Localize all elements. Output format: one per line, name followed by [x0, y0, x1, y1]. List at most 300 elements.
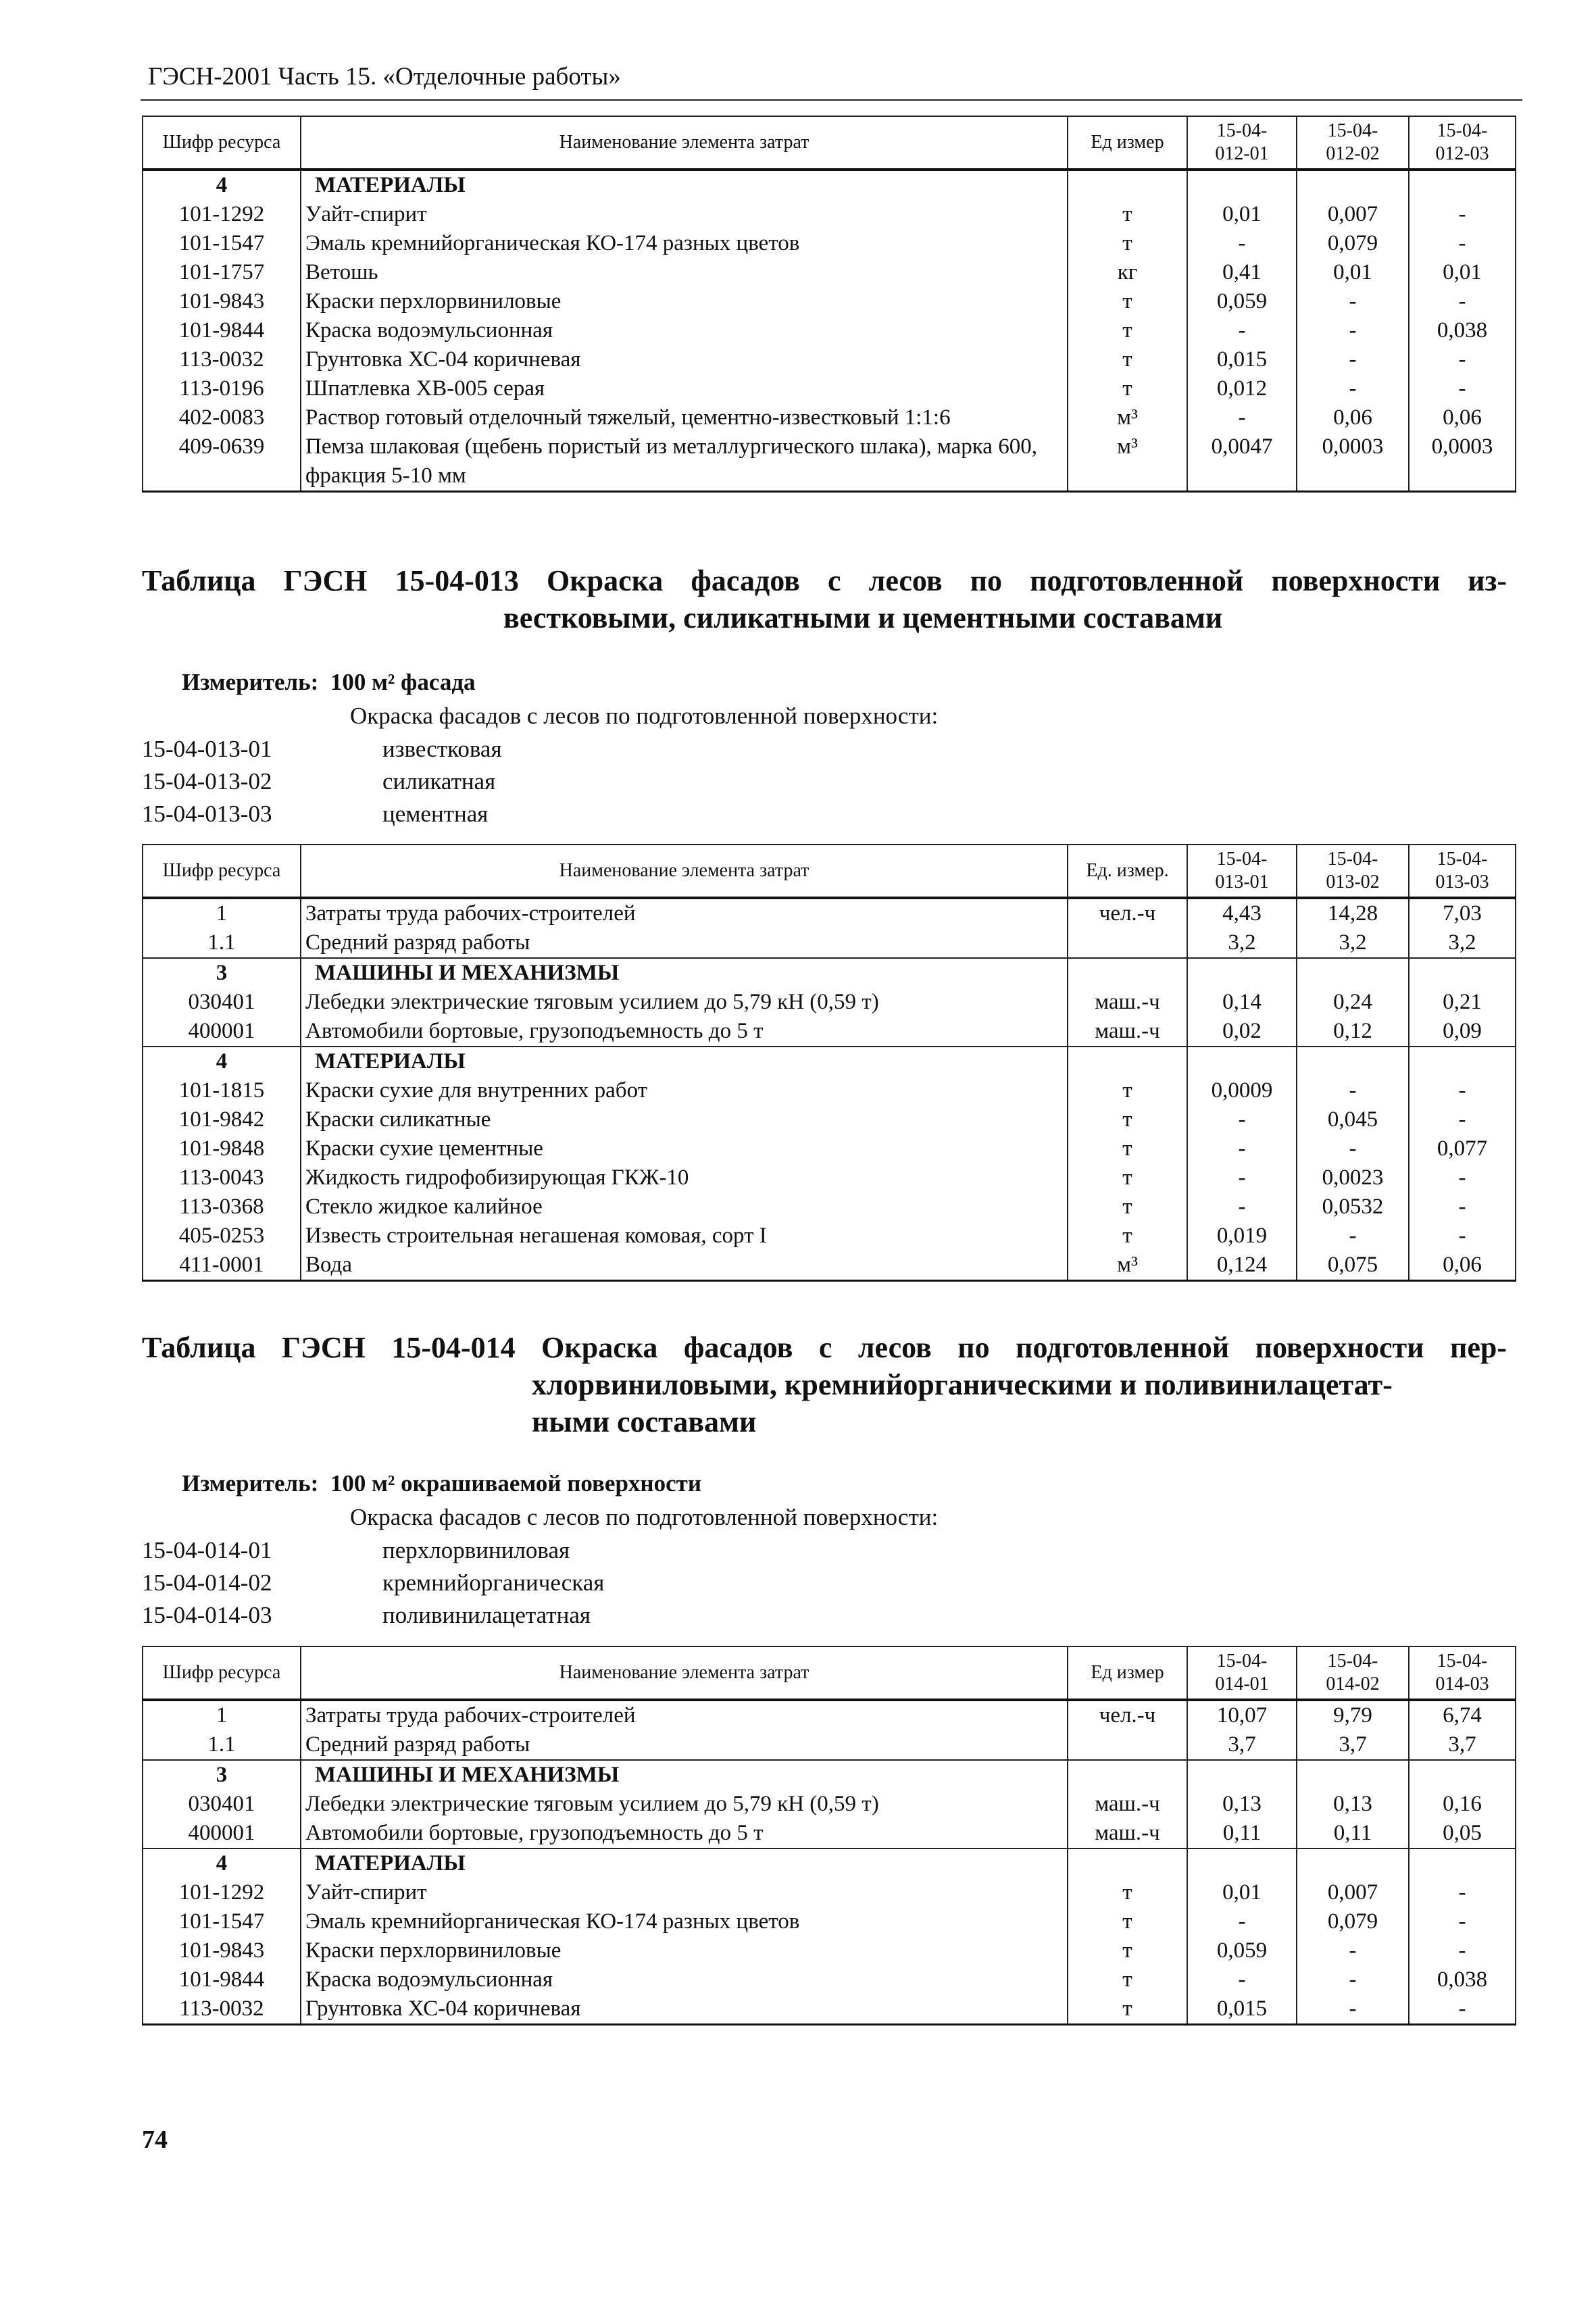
resource-value-2	[1297, 958, 1409, 988]
column-header-variant-3: 15-04- 014-03	[1409, 1646, 1516, 1700]
column-header-variant-1: 15-04- 014-01	[1187, 1646, 1297, 1700]
variant-name: поливинилацетатная	[382, 1602, 591, 1628]
resource-code: 113-0032	[143, 345, 301, 374]
header-divider	[141, 99, 1522, 101]
resource-name: Грунтовка ХС-04 коричневая	[301, 1994, 1068, 2025]
table-row	[143, 1076, 1516, 1105]
resource-value-2: 0,075	[1297, 1251, 1409, 1281]
measure-value: 100 м² окрашиваемой поверхности	[330, 1470, 701, 1496]
column-header-code: Шифр ресурса	[143, 116, 301, 170]
resource-name: Средний разряд работы	[301, 1730, 1068, 1760]
variant-name: перхлорвиниловая	[382, 1537, 570, 1563]
resource-table-15-04-012	[142, 116, 1516, 493]
resource-value-3	[1409, 1760, 1516, 1790]
column-header-variant-1: 15-04- 012-01	[1187, 116, 1297, 170]
table-row	[143, 1251, 1516, 1281]
resource-value-3: -	[1409, 229, 1516, 258]
resource-table-15-04-013	[142, 844, 1516, 1282]
resource-unit: т	[1068, 1192, 1187, 1222]
resource-value-1	[1187, 1047, 1297, 1076]
resource-value-3: 7,03	[1409, 898, 1516, 928]
resource-value-1: -	[1187, 229, 1297, 258]
resource-code: 400001	[143, 1017, 301, 1047]
resource-value-3: 0,06	[1409, 403, 1516, 432]
table-row	[143, 1163, 1516, 1192]
resource-value-1: 0,015	[1187, 345, 1297, 374]
resource-value-2: 0,0003	[1297, 432, 1409, 492]
table-title-15-04-014	[142, 1329, 1507, 1440]
measure-line	[182, 1470, 701, 1497]
resource-group	[143, 1700, 1516, 1760]
column-header-variant-2: 15-04- 013-02	[1297, 845, 1409, 898]
resource-name: Автомобили бортовые, грузоподъемность до 5 т	[301, 1819, 1068, 1848]
table-title-15-04-013	[142, 562, 1507, 636]
table-row	[143, 1994, 1516, 2025]
table-row	[143, 928, 1516, 958]
table-row	[143, 1965, 1516, 1994]
resource-name: Краски перхлорвиниловые	[301, 287, 1068, 316]
variant-row	[142, 1599, 604, 1632]
resource-value-1: -	[1187, 1907, 1297, 1936]
resource-value-3: -	[1409, 1076, 1516, 1105]
resource-value-2: 0,11	[1297, 1819, 1409, 1848]
variant-name: кремнийорганическая	[382, 1569, 605, 1596]
variant-code: 15-04-014-01	[142, 1537, 272, 1563]
resource-name: Стекло жидкое калийное	[301, 1192, 1068, 1222]
resource-name: Краски силикатные	[301, 1105, 1068, 1134]
table-row	[143, 1134, 1516, 1163]
resource-value-3: -	[1409, 374, 1516, 403]
resource-code: 030401	[143, 988, 301, 1017]
resource-name: Затраты труда рабочих-строителей	[301, 1700, 1068, 1730]
resource-code: 113-0043	[143, 1163, 301, 1192]
resource-unit: т	[1068, 1076, 1187, 1105]
resource-code: 101-1547	[143, 229, 301, 258]
resource-code: 402-0083	[143, 403, 301, 432]
resource-code: 1.1	[143, 1730, 301, 1760]
resource-unit: т	[1068, 200, 1187, 229]
resource-code: 113-0032	[143, 1994, 301, 2025]
resource-value-3: 0,0003	[1409, 432, 1516, 492]
resource-value-1: -	[1187, 1965, 1297, 1994]
resource-value-3: 0,06	[1409, 1251, 1516, 1281]
resource-value-3: -	[1409, 200, 1516, 229]
resource-name: Лебедки электрические тяговым усилием до 5,79 кН (0,59 т)	[301, 988, 1068, 1017]
resource-unit: чел.-ч	[1068, 1700, 1187, 1730]
resource-value-3	[1409, 1047, 1516, 1076]
resource-unit: т	[1068, 374, 1187, 403]
variant-code: 15-04-013-01	[142, 736, 272, 762]
resource-value-1: -	[1187, 1163, 1297, 1192]
resource-value-3: -	[1409, 1192, 1516, 1222]
resource-unit: т	[1068, 1222, 1187, 1251]
table-row	[143, 1848, 1516, 1878]
resource-value-3	[1409, 958, 1516, 988]
variants-intro: Окраска фасадов с лесов по подготовленной поверхности:	[350, 703, 939, 729]
resource-group	[143, 1047, 1516, 1281]
resource-value-2	[1297, 1047, 1409, 1076]
column-header-name: Наименование элемента затрат	[301, 116, 1068, 170]
resource-unit: т	[1068, 1134, 1187, 1163]
resource-value-2: 0,12	[1297, 1017, 1409, 1047]
table-row	[143, 1047, 1516, 1076]
resource-value-2: 14,28	[1297, 898, 1409, 928]
resource-code: 411-0001	[143, 1251, 301, 1281]
measure-label: Измеритель:	[182, 1470, 319, 1496]
header-row	[143, 845, 1516, 898]
resource-value-2: 3,7	[1297, 1730, 1409, 1760]
resource-code: 101-9848	[143, 1134, 301, 1163]
resource-name: Ветошь	[301, 258, 1068, 287]
resource-code: 4	[143, 170, 301, 200]
resource-value-3: -	[1409, 1994, 1516, 2025]
variants-list	[142, 733, 502, 830]
resource-value-3: -	[1409, 1222, 1516, 1251]
resource-name: МАШИНЫ И МЕХАНИЗМЫ	[301, 958, 1068, 988]
resource-value-1: 0,01	[1187, 200, 1297, 229]
resource-name: Эмаль кремнийорганическая КО-174 разных цветов	[301, 229, 1068, 258]
resource-group	[143, 1848, 1516, 2025]
variant-code: 15-04-014-03	[142, 1602, 272, 1628]
resource-unit	[1068, 1848, 1187, 1878]
resource-name: Средний разряд работы	[301, 928, 1068, 958]
resource-name: Жидкость гидрофобизирующая ГКЖ-10	[301, 1163, 1068, 1192]
resource-value-2	[1297, 170, 1409, 200]
resource-value-1: 0,0047	[1187, 432, 1297, 492]
resource-value-3: 0,077	[1409, 1134, 1516, 1163]
resource-value-1: 0,015	[1187, 1994, 1297, 2025]
resource-unit: т	[1068, 1163, 1187, 1192]
resource-unit: т	[1068, 345, 1187, 374]
table-row	[143, 170, 1516, 200]
resource-value-3: -	[1409, 345, 1516, 374]
resource-value-3: -	[1409, 1936, 1516, 1965]
resource-name: Раствор готовый отделочный тяжелый, цементно-известковый 1:1:6	[301, 403, 1068, 432]
resource-name: Краска водоэмульсионная	[301, 316, 1068, 345]
table-row	[143, 1819, 1516, 1848]
resource-value-3: -	[1409, 1105, 1516, 1134]
resource-code: 3	[143, 958, 301, 988]
variant-name: силикатная	[382, 768, 496, 795]
resource-code: 101-9842	[143, 1105, 301, 1134]
column-header-variant-3: 15-04- 013-03	[1409, 845, 1516, 898]
resource-value-1: 0,0009	[1187, 1076, 1297, 1105]
resource-value-2: 0,079	[1297, 229, 1409, 258]
resource-code: 1	[143, 898, 301, 928]
resource-value-2: 0,13	[1297, 1790, 1409, 1819]
table-row	[143, 1192, 1516, 1222]
variants-intro: Окраска фасадов с лесов по подготовленной поверхности:	[350, 1504, 939, 1530]
resource-code: 101-1292	[143, 200, 301, 229]
column-header-code: Шифр ресурса	[143, 1646, 301, 1700]
header-row	[143, 116, 1516, 170]
resource-name: Автомобили бортовые, грузоподъемность до 5 т	[301, 1017, 1068, 1047]
measure-value: 100 м² фасада	[330, 669, 476, 695]
resource-name: Шпатлевка ХВ-005 серая	[301, 374, 1068, 403]
table-row	[143, 1105, 1516, 1134]
resource-name: Пемза шлаковая (щебень пористый из металлургического шлака), марка 600, фракция 5-10 мм	[301, 432, 1068, 492]
resource-unit: т	[1068, 229, 1187, 258]
resource-value-3: -	[1409, 1907, 1516, 1936]
variant-row	[142, 765, 502, 798]
resource-name: МАШИНЫ И МЕХАНИЗМЫ	[301, 1760, 1068, 1790]
resource-value-2: -	[1297, 1076, 1409, 1105]
resource-unit	[1068, 928, 1187, 958]
variant-code: 15-04-014-02	[142, 1569, 272, 1596]
resource-name: МАТЕРИАЛЫ	[301, 1848, 1068, 1878]
resource-unit: т	[1068, 287, 1187, 316]
table-row	[143, 287, 1516, 316]
resource-value-1: 0,13	[1187, 1790, 1297, 1819]
title-line: Таблица ГЭСН 15-04-014 Окраска фасадов с лесов по подготовленной поверхности пер-	[142, 1331, 1507, 1364]
resource-name: Краски сухие цементные	[301, 1134, 1068, 1163]
resource-unit: т	[1068, 1965, 1187, 1994]
resource-group	[143, 898, 1516, 958]
resource-value-3	[1409, 1848, 1516, 1878]
resource-code: 400001	[143, 1819, 301, 1848]
resource-value-2: -	[1297, 1965, 1409, 1994]
table-row	[143, 1790, 1516, 1819]
measure-label: Измеритель:	[182, 669, 319, 695]
resource-value-3	[1409, 170, 1516, 200]
column-header-unit: Ед измер	[1068, 1646, 1187, 1700]
table-row	[143, 1907, 1516, 1936]
table-row	[143, 1017, 1516, 1047]
resource-unit: чел.-ч	[1068, 898, 1187, 928]
resource-value-2: -	[1297, 1994, 1409, 2025]
resource-value-1: -	[1187, 316, 1297, 345]
resource-unit: кг	[1068, 258, 1187, 287]
header-row	[143, 1646, 1516, 1700]
column-header-name: Наименование элемента затрат	[301, 845, 1068, 898]
resource-value-1	[1187, 170, 1297, 200]
resource-code: 101-1547	[143, 1907, 301, 1936]
resource-code: 101-9844	[143, 1965, 301, 1994]
page-number: 74	[142, 2126, 168, 2154]
resource-unit: м³	[1068, 403, 1187, 432]
resource-value-1: 4,43	[1187, 898, 1297, 928]
column-header-variant-1: 15-04- 013-01	[1187, 845, 1297, 898]
resource-value-1: 0,059	[1187, 287, 1297, 316]
resource-value-3: 0,16	[1409, 1790, 1516, 1819]
resource-unit: т	[1068, 1907, 1187, 1936]
resource-value-1	[1187, 1760, 1297, 1790]
table-row	[143, 988, 1516, 1017]
resource-value-2: 9,79	[1297, 1700, 1409, 1730]
resource-unit: т	[1068, 1936, 1187, 1965]
resource-value-2: 0,045	[1297, 1105, 1409, 1134]
resource-table-15-04-014	[142, 1646, 1516, 2026]
column-header-variant-3: 15-04- 012-03	[1409, 116, 1516, 170]
variant-row	[142, 733, 502, 765]
resource-code: 4	[143, 1848, 301, 1878]
resource-value-3: 0,038	[1409, 316, 1516, 345]
resource-name: Краски сухие для внутренних работ	[301, 1076, 1068, 1105]
table-row	[143, 374, 1516, 403]
resource-unit: маш.-ч	[1068, 1819, 1187, 1848]
resource-value-3: 6,74	[1409, 1700, 1516, 1730]
resource-group	[143, 1760, 1516, 1848]
resource-value-1: -	[1187, 1134, 1297, 1163]
resource-value-1: 0,14	[1187, 988, 1297, 1017]
resource-name: Краски перхлорвиниловые	[301, 1936, 1068, 1965]
column-header-variant-2: 15-04- 014-02	[1297, 1646, 1409, 1700]
resource-value-1: 10,07	[1187, 1700, 1297, 1730]
resource-name: Краска водоэмульсионная	[301, 1965, 1068, 1994]
resource-value-1: 0,019	[1187, 1222, 1297, 1251]
resource-unit	[1068, 170, 1187, 200]
variant-code: 15-04-013-03	[142, 801, 272, 827]
resource-value-1: 3,7	[1187, 1730, 1297, 1760]
resource-value-3: -	[1409, 1878, 1516, 1907]
resource-value-2	[1297, 1848, 1409, 1878]
variant-name: цементная	[382, 801, 489, 827]
resource-unit	[1068, 1047, 1187, 1076]
resource-code: 3	[143, 1760, 301, 1790]
resource-unit	[1068, 1760, 1187, 1790]
resource-value-2: 3,2	[1297, 928, 1409, 958]
table-row	[143, 1936, 1516, 1965]
resource-value-3: 3,7	[1409, 1730, 1516, 1760]
resource-value-1: 0,02	[1187, 1017, 1297, 1047]
resource-unit: т	[1068, 1878, 1187, 1907]
resource-value-3: 0,21	[1409, 988, 1516, 1017]
column-header-unit: Ед. измер.	[1068, 845, 1187, 898]
resource-code: 113-0368	[143, 1192, 301, 1222]
resource-unit: т	[1068, 1994, 1187, 2025]
resource-value-2: 0,0023	[1297, 1163, 1409, 1192]
resource-group	[143, 958, 1516, 1047]
resource-code: 113-0196	[143, 374, 301, 403]
table-row	[143, 403, 1516, 432]
column-header-variant-2: 15-04- 012-02	[1297, 116, 1409, 170]
resource-value-2: 0,0532	[1297, 1192, 1409, 1222]
resource-value-2: 0,01	[1297, 258, 1409, 287]
resource-code: 101-1815	[143, 1076, 301, 1105]
resource-unit: м³	[1068, 1251, 1187, 1281]
variant-code: 15-04-013-02	[142, 768, 272, 795]
table-row	[143, 1222, 1516, 1251]
resource-value-1	[1187, 1848, 1297, 1878]
resource-name: МАТЕРИАЛЫ	[301, 1047, 1068, 1076]
table-row	[143, 958, 1516, 988]
resource-value-2: 0,24	[1297, 988, 1409, 1017]
resource-name: Эмаль кремнийорганическая КО-174 разных цветов	[301, 1907, 1068, 1936]
resource-code: 030401	[143, 1790, 301, 1819]
resource-unit: маш.-ч	[1068, 988, 1187, 1017]
resource-value-1: 0,012	[1187, 374, 1297, 403]
resource-value-3: -	[1409, 1163, 1516, 1192]
resource-value-1: 3,2	[1187, 928, 1297, 958]
resource-value-1: -	[1187, 403, 1297, 432]
table-row	[143, 1760, 1516, 1790]
resource-value-2: -	[1297, 287, 1409, 316]
resource-unit: маш.-ч	[1068, 1017, 1187, 1047]
running-header: ГЭСН-2001 Часть 15. «Отделочные работы»	[148, 63, 621, 91]
resource-value-3: 0,09	[1409, 1017, 1516, 1047]
resource-unit: т	[1068, 316, 1187, 345]
table-row	[143, 1878, 1516, 1907]
resource-name: Уайт-спирит	[301, 1878, 1068, 1907]
resource-code: 101-1757	[143, 258, 301, 287]
resource-value-1: 0,124	[1187, 1251, 1297, 1281]
variant-name: известковая	[382, 736, 502, 762]
table-row	[143, 316, 1516, 345]
resource-value-3: 0,01	[1409, 258, 1516, 287]
variant-row	[142, 798, 502, 830]
resource-code: 101-1292	[143, 1878, 301, 1907]
resource-code: 101-9843	[143, 287, 301, 316]
column-header-unit: Ед измер	[1068, 116, 1187, 170]
table-row	[143, 258, 1516, 287]
resource-value-2: -	[1297, 1222, 1409, 1251]
resource-value-1: -	[1187, 1192, 1297, 1222]
resource-name: Известь строительная негашеная комовая, сорт I	[301, 1222, 1068, 1251]
resource-code: 101-9844	[143, 316, 301, 345]
resource-value-2: 0,06	[1297, 403, 1409, 432]
resource-name: Лебедки электрические тяговым усилием до 5,79 кН (0,59 т)	[301, 1790, 1068, 1819]
table-row	[143, 345, 1516, 374]
resource-value-3: -	[1409, 287, 1516, 316]
column-header-code: Шифр ресурса	[143, 845, 301, 898]
resource-unit: м³	[1068, 432, 1187, 492]
table-row	[143, 432, 1516, 492]
resource-name: Уайт-спирит	[301, 200, 1068, 229]
measure-line	[182, 669, 476, 696]
variant-row	[142, 1567, 604, 1599]
resource-value-3: 0,05	[1409, 1819, 1516, 1848]
resource-code: 4	[143, 1047, 301, 1076]
resource-value-1: 0,059	[1187, 1936, 1297, 1965]
resource-value-3: 3,2	[1409, 928, 1516, 958]
resource-value-2	[1297, 1760, 1409, 1790]
resource-name: Грунтовка ХС-04 коричневая	[301, 345, 1068, 374]
table-row	[143, 1730, 1516, 1760]
variants-list	[142, 1534, 604, 1632]
resource-value-1: 0,41	[1187, 258, 1297, 287]
title-line: ными составами	[532, 1405, 757, 1438]
resource-name: Затраты труда рабочих-строителей	[301, 898, 1068, 928]
resource-code: 1.1	[143, 928, 301, 958]
resource-value-2: -	[1297, 374, 1409, 403]
resource-value-2: 0,007	[1297, 200, 1409, 229]
resource-value-1: 0,11	[1187, 1819, 1297, 1848]
resource-value-1: -	[1187, 1105, 1297, 1134]
title-line: Таблица ГЭСН 15-04-013 Окраска фасадов с лесов по подготовленной поверхности из-	[142, 564, 1507, 597]
resource-value-2: -	[1297, 316, 1409, 345]
resource-value-1: 0,01	[1187, 1878, 1297, 1907]
title-line: хлорвиниловыми, кремнийорганическими и поливинилацетат-	[532, 1368, 1393, 1401]
resource-value-2: 0,079	[1297, 1907, 1409, 1936]
resource-value-3: 0,038	[1409, 1965, 1516, 1994]
resource-code: 409-0639	[143, 432, 301, 492]
table-row	[143, 898, 1516, 928]
column-header-name: Наименование элемента затрат	[301, 1646, 1068, 1700]
title-line: вестковыми, силикатными и цементными составами	[503, 601, 1223, 634]
resource-value-2: -	[1297, 1134, 1409, 1163]
resource-unit	[1068, 1730, 1187, 1760]
resource-name: Вода	[301, 1251, 1068, 1281]
resource-name: МАТЕРИАЛЫ	[301, 170, 1068, 200]
resource-code: 1	[143, 1700, 301, 1730]
resource-group	[143, 170, 1516, 492]
resource-unit: т	[1068, 1105, 1187, 1134]
resource-code: 405-0253	[143, 1222, 301, 1251]
resource-value-1	[1187, 958, 1297, 988]
table-row	[143, 1700, 1516, 1730]
resource-code: 101-9843	[143, 1936, 301, 1965]
resource-value-2: -	[1297, 345, 1409, 374]
